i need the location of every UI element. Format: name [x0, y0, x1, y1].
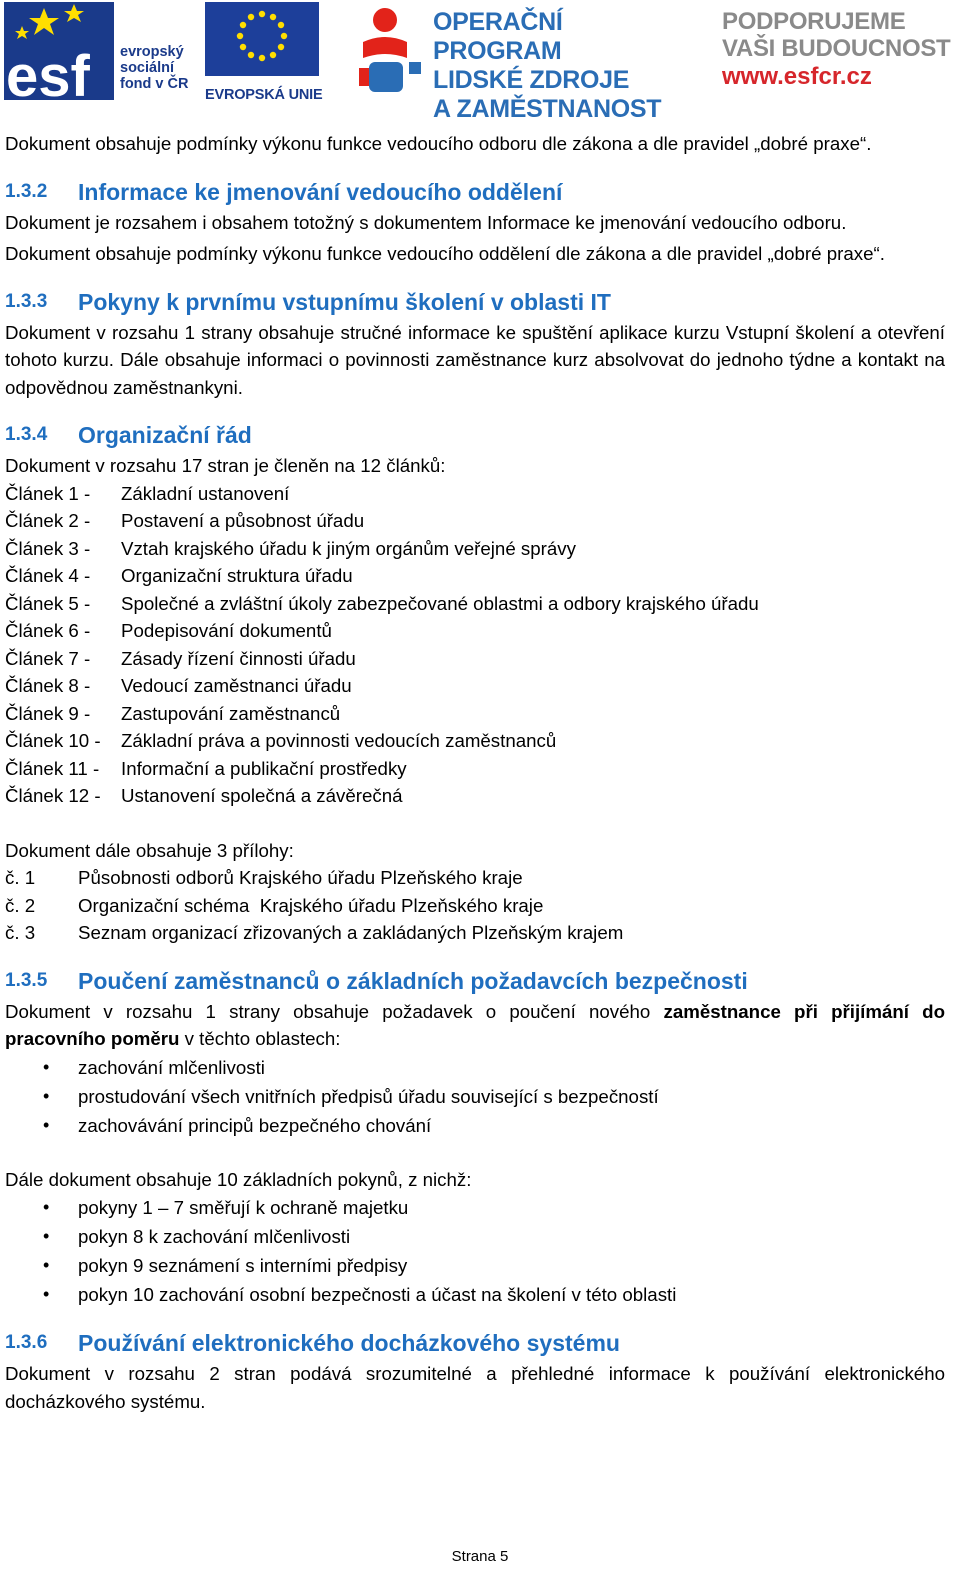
- bold-text-run: zaměstnance při přijímání do pracovního poměru: [5, 1000, 945, 1049]
- op-line2: LIDSKÉ ZDROJE: [433, 66, 630, 94]
- article-label: Článek 2 -: [5, 510, 91, 531]
- spacer: [5, 810, 945, 837]
- article-text: Vedoucí zaměstnanci úřadu: [121, 675, 352, 696]
- header-logos: [0, 0, 960, 123]
- section-heading-1-3-2: [5, 177, 945, 207]
- list-item: • pokyn 8 k zachování mlčenlivosti: [5, 1222, 945, 1251]
- article-text: Podepisování dokumentů: [121, 620, 332, 641]
- article-list: [5, 480, 945, 810]
- list-item: • zachovávání principů bezpečného chování: [5, 1111, 945, 1140]
- appendix-text: Organizační schéma Krajského úřadu Plzeňského kraje: [78, 894, 544, 916]
- article-label: Článek 9 -: [5, 702, 91, 724]
- section-number: 1.3.4: [5, 424, 48, 445]
- appendix-label: č. 2: [5, 894, 36, 916]
- article-text: Postavení a působnost úřadu: [121, 510, 365, 531]
- appendix-row: [5, 864, 945, 892]
- article-row: [5, 645, 945, 673]
- appendix-row: [5, 919, 945, 947]
- text-run: v těchto oblastech:: [179, 1028, 341, 1049]
- op-line1: OPERAČNÍ PROGRAM: [433, 8, 563, 65]
- page-number: Strana 5: [451, 1548, 509, 1565]
- article-label: Článek 4 -: [5, 565, 91, 586]
- article-text: Informační a publikační prostředky: [121, 757, 407, 779]
- article-row: [5, 617, 945, 645]
- article-label: Článek 3 -: [5, 537, 91, 559]
- article-label: Článek 6 -: [5, 620, 91, 641]
- article-text: Základní ustanovení: [121, 482, 290, 504]
- section-heading-1-3-4: [5, 420, 945, 450]
- article-label: Článek 11 -: [5, 757, 100, 779]
- op-figure-icon: [355, 2, 425, 100]
- op-logo: [355, 2, 695, 123]
- paragraph: Dokument je rozsahem i obsahem totožný s dokumentem Informace ke jmenování vedoucího odboru.: [5, 211, 847, 233]
- esf-logo-mark: esf: [6, 44, 90, 100]
- esf-logo: [4, 2, 199, 100]
- list-item: • pokyn 9 seznámení s interními předpisy: [5, 1251, 945, 1280]
- eu-flag-icon: [205, 2, 319, 76]
- text-run: Dokument v rozsahu 1 strany obsahuje požadavek o poučení nového: [5, 1000, 664, 1022]
- article-row: [5, 700, 945, 728]
- appendix-label: č. 3: [5, 922, 36, 943]
- appendix-text: Seznam organizací zřizovaných a zakládaných Plzeňským krajem: [78, 922, 624, 943]
- article-row: [5, 727, 945, 755]
- esf-line3: fond v ČR: [120, 76, 189, 92]
- article-row: [5, 782, 945, 810]
- article-text: Základní práva a povinnosti vedoucích zaměstnanců: [121, 730, 557, 751]
- article-text: Zastupování zaměstnanců: [121, 702, 341, 724]
- section-title: Informace ke jmenování vedoucího oddělení: [78, 178, 563, 205]
- support-url: www.esfcr.cz: [722, 63, 872, 90]
- paragraph: Dokument v rozsahu 2 stran podává srozumitelné a přehledné informace k používání elektronického docházkového systému.: [5, 1363, 945, 1412]
- article-text: Společné a zvláštní úkoly zabezpečované oblastmi a odbory krajského úřadu: [121, 592, 759, 614]
- paragraph: Dokument v rozsahu 17 stran je členěn na 12 článků:: [5, 455, 446, 476]
- article-row: [5, 755, 945, 783]
- article-row: [5, 507, 945, 535]
- section-title: Poučení zaměstnanců o základních požadavcích bezpečnosti: [78, 967, 748, 994]
- article-text: Ustanovení společná a závěrečná: [121, 785, 403, 806]
- section-heading-1-3-3: [5, 287, 945, 317]
- list-item: • pokyn 10 zachování osobní bezpečnosti a účast na školení v této oblasti: [5, 1280, 945, 1309]
- article-label: Článek 1 -: [5, 482, 91, 504]
- paragraph: [5, 998, 945, 1053]
- article-label: Článek 8 -: [5, 675, 91, 696]
- section-number: 1.3.5: [5, 969, 48, 991]
- op-line3: A ZAMĚSTNANOST: [433, 95, 662, 123]
- esf-line1: evropský: [120, 44, 184, 60]
- appendix-text: Působnosti odborů Krajského úřadu Plzeňského kraje: [78, 867, 523, 888]
- article-label: Článek 10 -: [5, 730, 101, 751]
- article-row: [5, 535, 945, 563]
- support-logo: [722, 8, 957, 100]
- bullet-list: [5, 1193, 945, 1309]
- article-row: [5, 480, 945, 508]
- bullet-list: [5, 1053, 945, 1140]
- article-text: Zásady řízení činnosti úřadu: [121, 647, 356, 669]
- article-label: Článek 12 -: [5, 785, 101, 806]
- article-label: Článek 5 -: [5, 592, 91, 614]
- list-item: • zachování mlčenlivosti: [5, 1053, 945, 1082]
- section-number: 1.3.3: [5, 290, 48, 312]
- article-row: [5, 562, 945, 590]
- section-heading-1-3-6: [5, 1328, 945, 1358]
- intro-paragraph: Dokument obsahuje podmínky výkonu funkce vedoucího odboru dle zákona a dle pravidel „dobré praxe“.: [5, 133, 872, 154]
- spacer: [5, 1140, 945, 1166]
- article-label: Článek 7 -: [5, 647, 91, 669]
- article-text: Organizační struktura úřadu: [121, 565, 353, 586]
- section-number: 1.3.2: [5, 180, 48, 202]
- section-title: Pokyny k prvnímu vstupnímu školení v oblasti IT: [78, 288, 611, 315]
- support-line2: VAŠI BUDOUCNOST: [722, 35, 951, 62]
- article-text: Vztah krajského úřadu k jiným orgánům veřejné správy: [121, 537, 576, 559]
- eu-label: EVROPSKÁ UNIE: [205, 87, 323, 103]
- article-row: [5, 672, 945, 700]
- section-heading-1-3-5: [5, 966, 945, 996]
- document-body: [5, 130, 945, 1415]
- section-title: Organizační řád: [78, 422, 252, 448]
- paragraph: Dokument v rozsahu 1 strany obsahuje stručné informace ke spuštění aplikace kurzu Vstupní školení a otevření tohoto kurzu. Dále obsahuje informaci o povinnosti zaměstnance kurz absolvovat do jednoho týdne a kontakt na odpovědnou zaměstnankyni.: [5, 321, 945, 398]
- esf-line2: sociální: [120, 60, 174, 76]
- article-row: [5, 590, 945, 618]
- paragraph: Dále dokument obsahuje 10 základních pokynů, z nichž:: [5, 1168, 472, 1190]
- section-number: 1.3.6: [5, 1332, 48, 1353]
- appendix-list: [5, 864, 945, 947]
- appendix-label: č. 1: [5, 867, 36, 888]
- paragraph: Dokument obsahuje podmínky výkonu funkce vedoucího oddělení dle zákona a dle pravidel „dobré praxe“.: [5, 243, 885, 264]
- eu-logo: [205, 2, 325, 103]
- list-item: • pokyny 1 – 7 směřují k ochraně majetku: [5, 1193, 945, 1222]
- paragraph: Dokument dále obsahuje 3 přílohy:: [5, 839, 294, 861]
- appendix-row: [5, 892, 945, 920]
- support-line1: PODPORUJEME: [722, 8, 906, 35]
- list-item: • prostudování všech vnitřních předpisů úřadu související s bezpečností: [5, 1082, 945, 1111]
- section-title: Používání elektronického docházkového systému: [78, 1330, 620, 1356]
